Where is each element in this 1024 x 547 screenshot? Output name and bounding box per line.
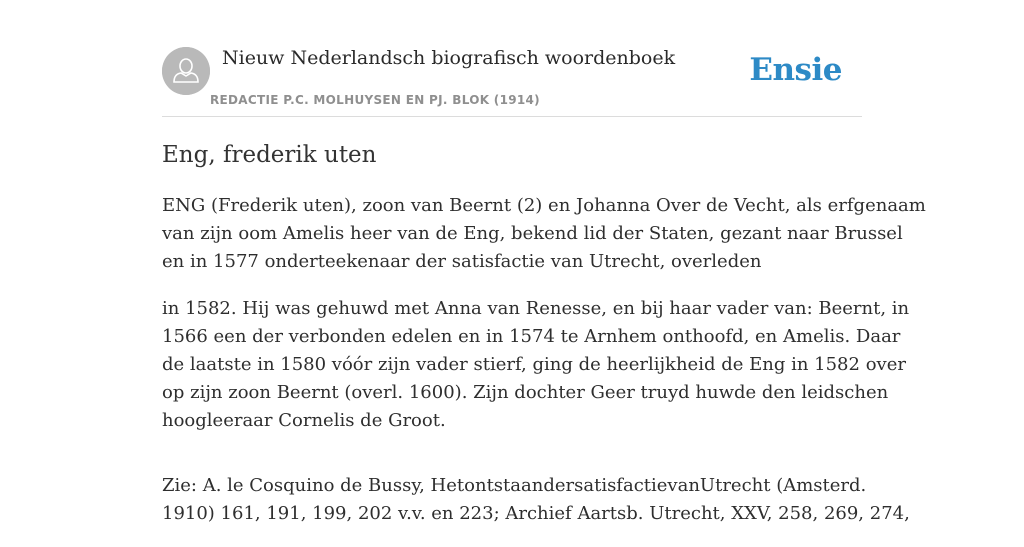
text-line: op zijn zoon Beernt (overl. 1600). Zijn dochter Geer truyd huwde den leidschen: [162, 382, 889, 403]
book-title[interactable]: Nieuw Nederlandsch biografisch woordenboek: [222, 47, 676, 69]
text-line: en in 1577 onderteekenaar der satisfactie van Utrecht, overleden: [162, 251, 762, 272]
user-icon: [162, 47, 210, 95]
paragraph: [162, 192, 926, 276]
text-line: ENG (Frederik uten), zoon van Beernt (2) en Johanna Over de Vecht, als erfgenaam: [162, 195, 926, 216]
text-line: van zijn oom Amelis heer van de Eng, bekend lid der Staten, gezant naar Brussel: [162, 223, 903, 244]
article-body: [162, 192, 926, 547]
book-editors: REDACTIE P.C. MOLHUYSEN EN PJ. BLOK (1914): [210, 93, 540, 107]
article-title: Eng, frederik uten: [162, 142, 377, 168]
text-line: 1910) 161, 191, 199, 202 v.v. en 223; Archief Aartsb. Utrecht, XXV, 258, 269, 274,: [162, 503, 910, 524]
text-line: hoogleeraar Cornelis de Groot.: [162, 410, 446, 431]
references-paragraph: [162, 472, 910, 528]
text-line: in 1582. Hij was gehuwd met Anna van Renesse, en bij haar vader van: Beernt, in: [162, 298, 910, 319]
brand-logo[interactable]: Ensie: [749, 52, 842, 88]
text-line: Zie: A. le Cosquino de Bussy, HetontstaandersatisfactievanUtrecht (Amsterd.: [162, 475, 867, 496]
text-line: de laatste in 1580 vóór zijn vader stierf, ging de heerlijkheid de Eng in 1582 over: [162, 354, 906, 375]
text-line: 1566 een der verbonden edelen en in 1574 te Arnhem onthoofd, en Amelis. Daar: [162, 326, 901, 347]
paragraph: [162, 295, 910, 435]
source-header: [162, 46, 862, 117]
